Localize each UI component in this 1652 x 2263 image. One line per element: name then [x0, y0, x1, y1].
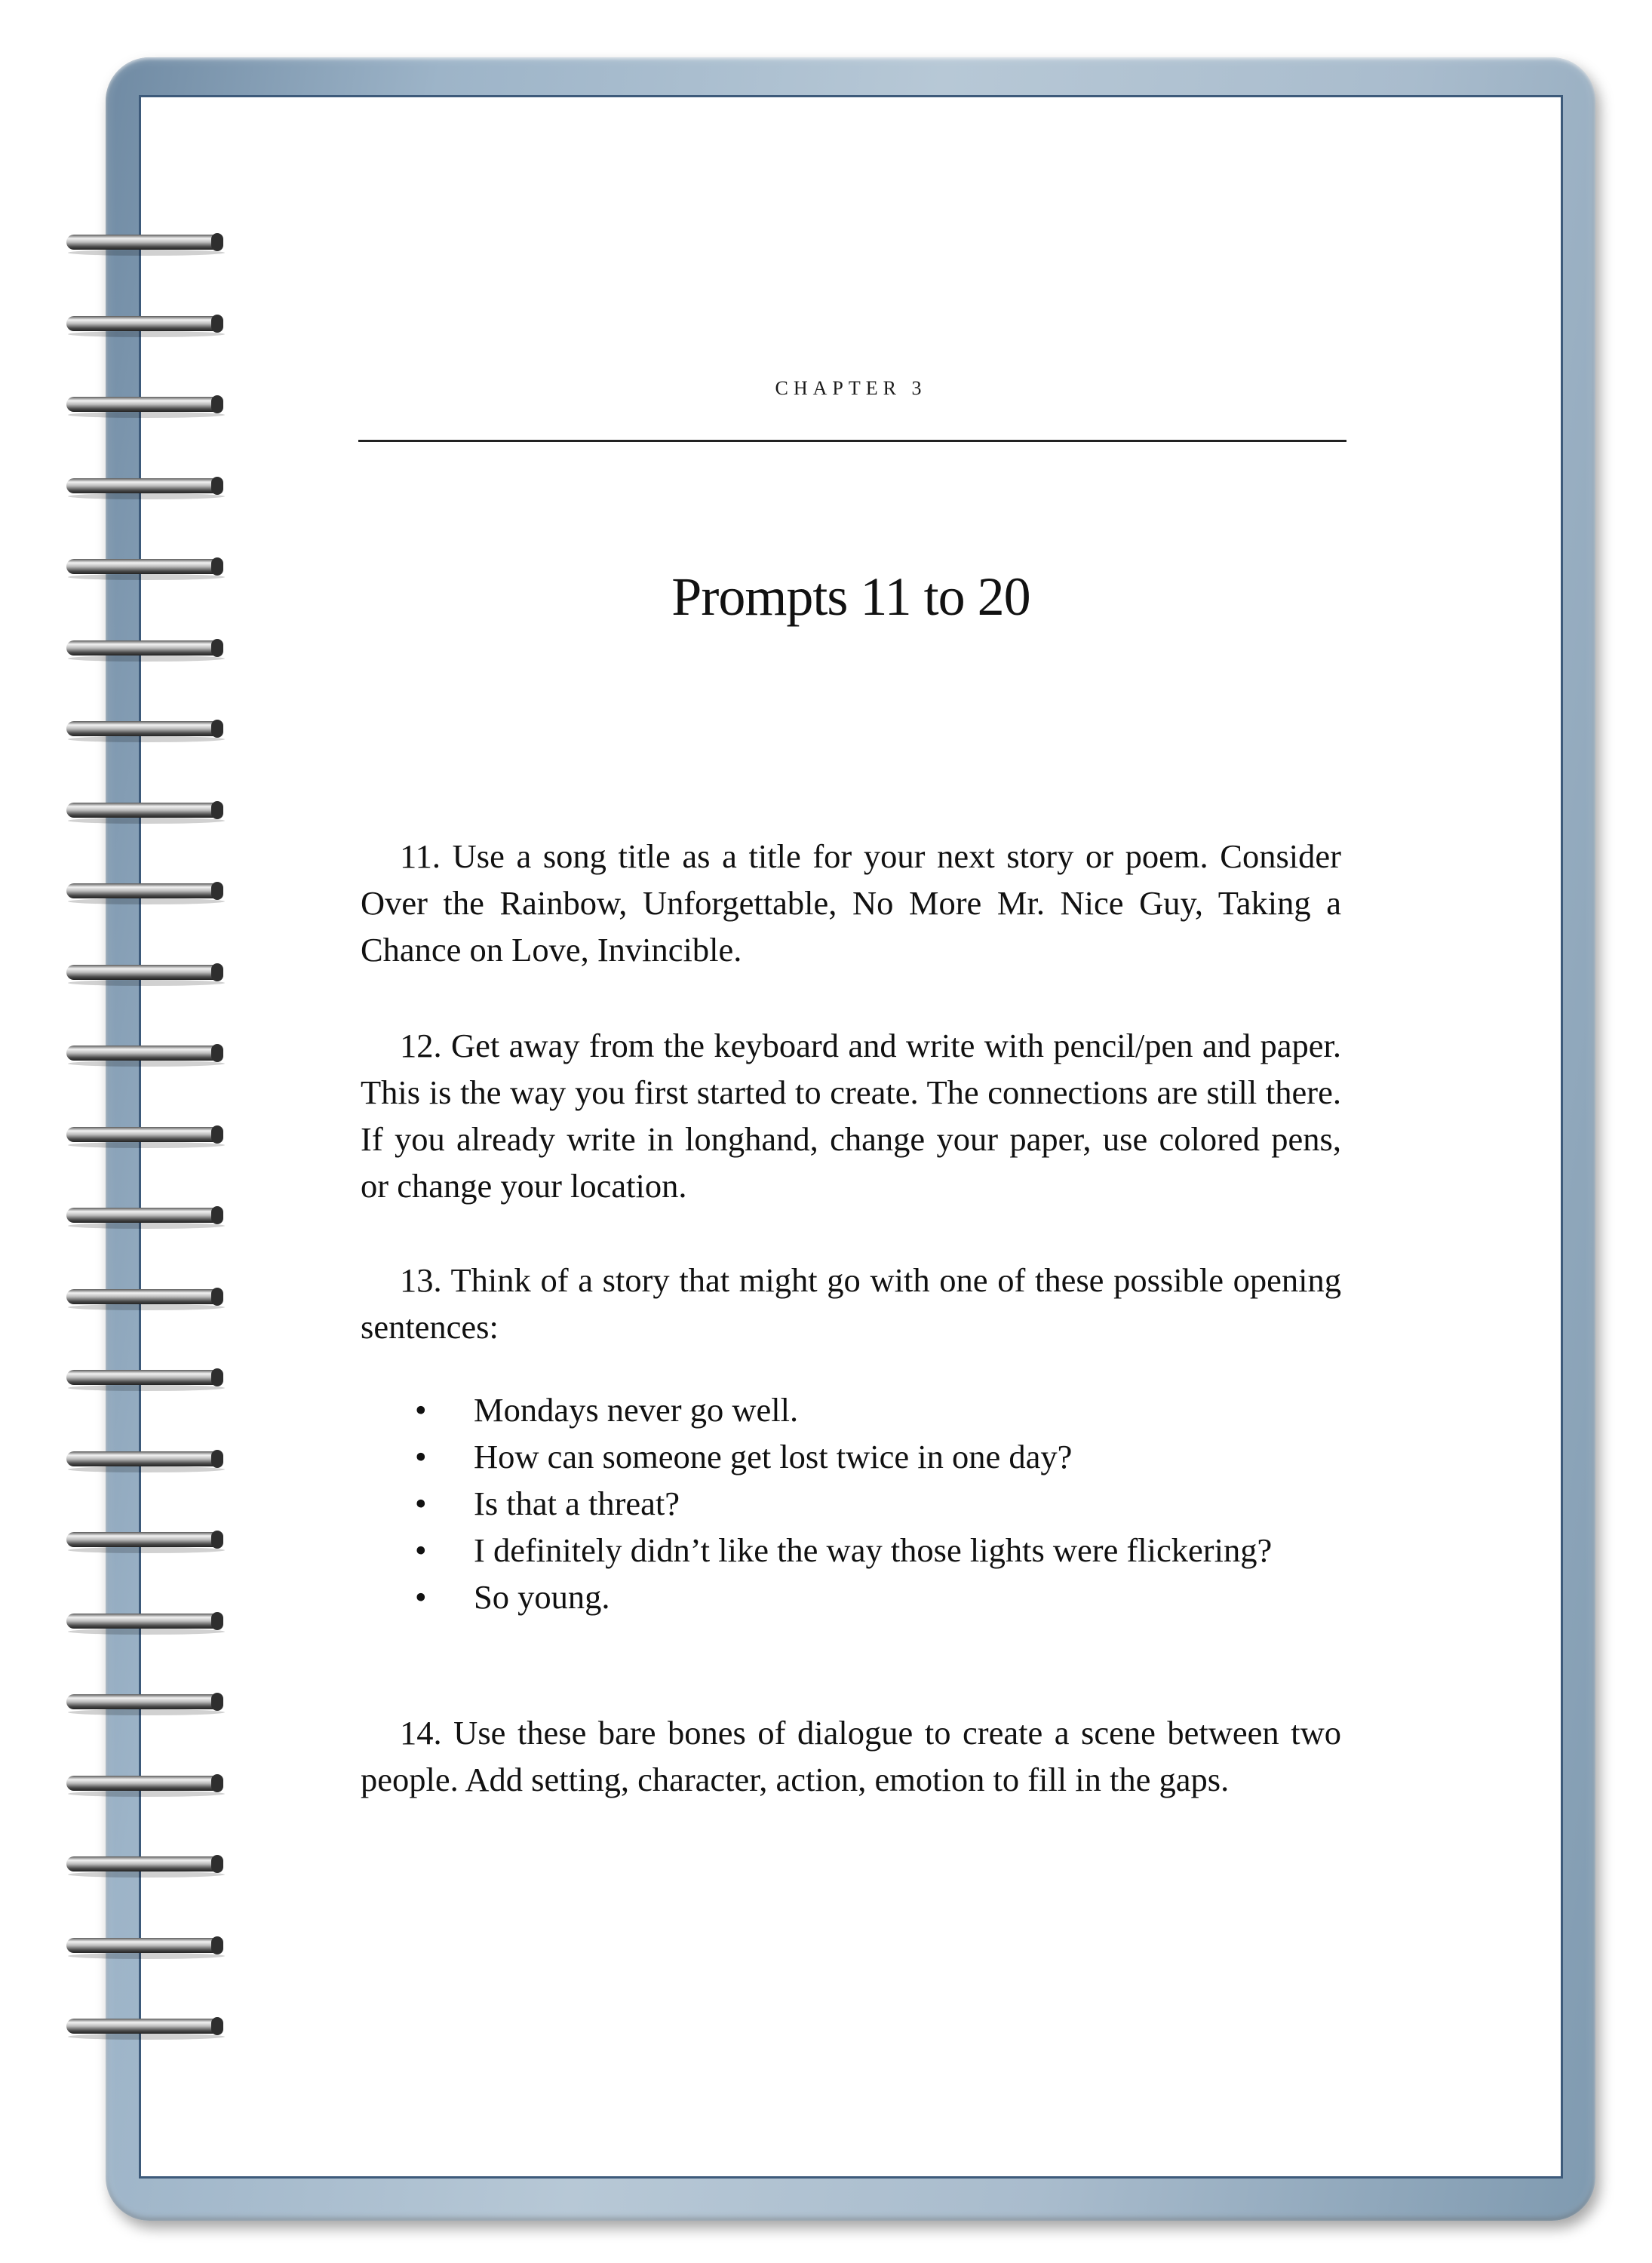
bullet-icon: • — [415, 1578, 427, 1616]
list-item — [361, 1386, 1341, 1433]
list-item-text: Mondays never go well. — [474, 1391, 799, 1429]
binding-coil — [63, 1041, 229, 1067]
bullet-icon: • — [415, 1391, 427, 1429]
chapter-label: CHAPTER 3 — [775, 377, 927, 399]
binding-coil — [63, 230, 229, 256]
list-item — [361, 1480, 1341, 1527]
list-item-text: So young. — [474, 1578, 610, 1616]
binding-coil — [63, 474, 229, 499]
list-item — [361, 1433, 1341, 1480]
list-item — [361, 1574, 1341, 1620]
binding-coil — [63, 1690, 229, 1715]
page-title: Prompts 11 to 20 — [671, 567, 1030, 627]
bullet-icon: • — [415, 1485, 427, 1522]
binding-coil — [63, 1528, 229, 1553]
prompt-12: 12. Get away from the keyboard and write with pencil/pen and paper. This is the way you first started to create. The connections are still there. If you already write in longhand, change your paper, use colored pens, or change your location. — [361, 1027, 1341, 1205]
prompt-14: 14. Use these bare bones of dialogue to create a scene between two people. Add setting, character, action, emotion to fill in the gaps. — [361, 1714, 1341, 1798]
binding-coil — [63, 1122, 229, 1148]
binding-coil — [63, 636, 229, 662]
opening-sentences-list — [361, 1386, 1341, 1620]
list-item-text: I definitely didn’t like the way those lights were flickering? — [474, 1531, 1273, 1569]
binding-coil — [63, 1447, 229, 1472]
binding-coil — [63, 392, 229, 418]
chapter-divider — [358, 440, 1346, 442]
prompt-11-block — [361, 833, 1341, 973]
prompt-14-block — [361, 1709, 1341, 1803]
list-item-text: How can someone get lost twice in one day? — [474, 1438, 1073, 1475]
prompt-11: 11. Use a song title as a title for your next story or poem. Consider Over the Rainbow, Unforgettable, No More Mr. Nice Guy, Taking a Chance on Love, Invincible. — [361, 837, 1341, 969]
binding-coil — [63, 798, 229, 824]
bullet-icon: • — [415, 1438, 427, 1475]
binding-coil — [63, 2014, 229, 2040]
binding-coil — [63, 312, 229, 337]
binding-coil — [63, 1285, 229, 1310]
prompt-13: 13. Think of a story that might go with one of these possible opening sentences: — [361, 1261, 1341, 1346]
bullet-icon: • — [415, 1531, 427, 1569]
binding-coil — [63, 1771, 229, 1797]
binding-coil — [63, 1203, 229, 1229]
binding-coil — [63, 1609, 229, 1635]
binding-coil — [63, 960, 229, 986]
list-item — [361, 1527, 1341, 1574]
binding-coil — [63, 1852, 229, 1878]
prompt-13-block — [361, 1257, 1341, 1350]
binding-coil — [63, 1365, 229, 1391]
prompt-12-block — [361, 1022, 1341, 1209]
binding-coil — [63, 879, 229, 904]
binding-coil — [63, 717, 229, 742]
binding-coil — [63, 1933, 229, 1959]
binding-coil — [63, 554, 229, 580]
list-item-text: Is that a threat? — [474, 1485, 680, 1522]
